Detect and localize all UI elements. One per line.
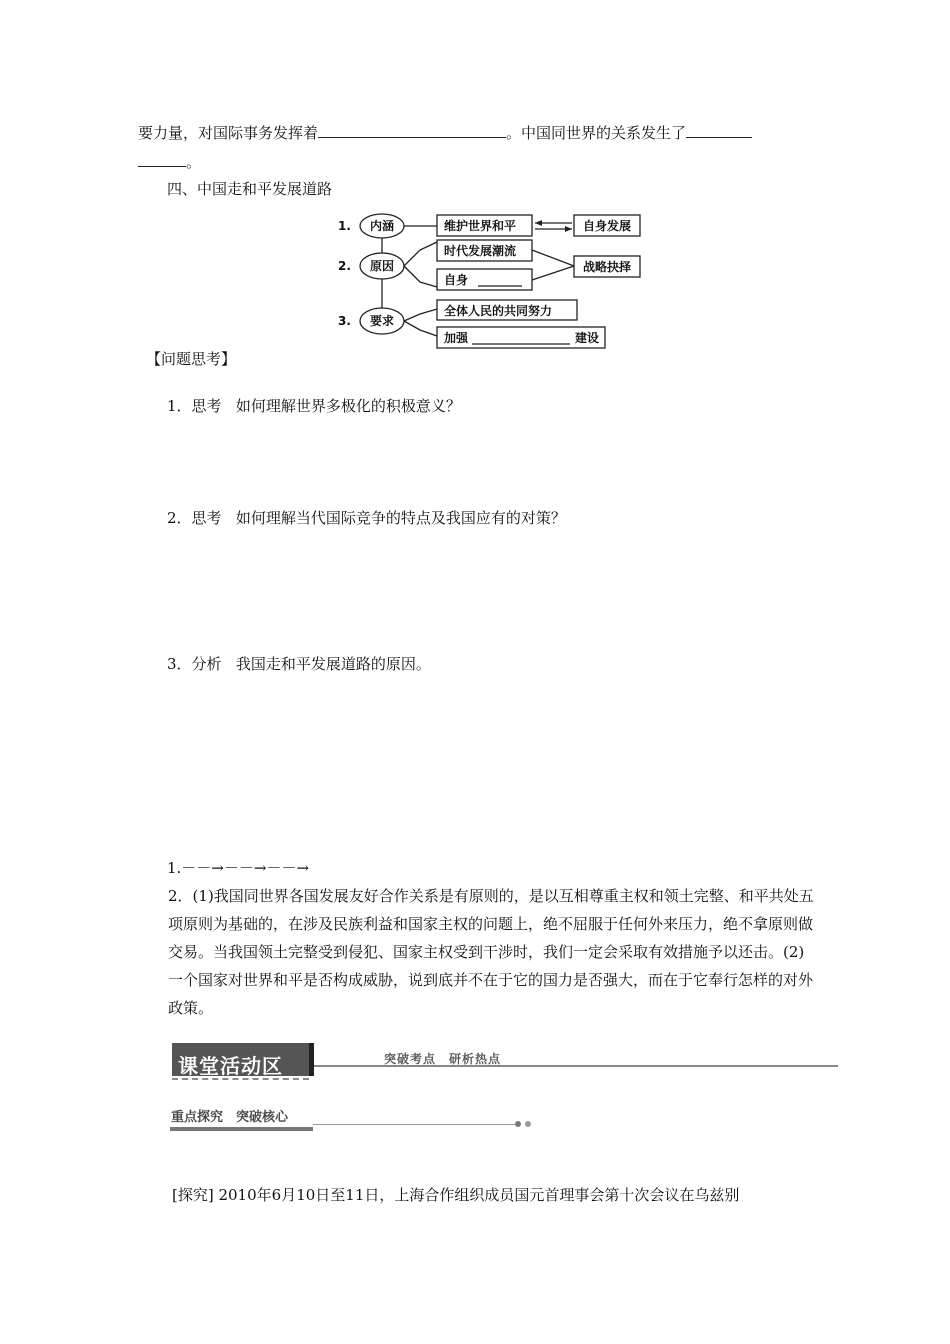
fill-text-b: 。中国同世界的关系发生了	[506, 124, 687, 142]
fill-line-2-end: 。	[186, 153, 202, 171]
blank-3[interactable]	[138, 150, 186, 167]
diagram-num-2: 2.	[338, 259, 351, 273]
q1-tag: 思考	[191, 397, 222, 415]
banner-subtitle: 突破考点 研析热点	[384, 1052, 502, 1066]
q1-text: 如何理解世界多极化的积极意义？	[235, 397, 461, 415]
fill-line-1	[138, 120, 752, 146]
answer-1: 1.－－→－－→－－→	[167, 859, 310, 877]
blank-1[interactable]	[318, 121, 506, 138]
blank-2[interactable]	[686, 121, 752, 138]
node-yaoqiu: 要求	[370, 314, 395, 328]
answer-2	[138, 882, 814, 1022]
fill-text-a: 要力量，对国际事务发挥着	[138, 124, 319, 142]
q3-text: 我国走和平发展道路的原因。	[235, 655, 431, 673]
section-heading: 四、中国走和平发展道路	[167, 180, 333, 198]
box-strategic-choice: 战略抉择	[583, 260, 632, 274]
question-3	[167, 651, 431, 677]
box-strengthen-b: 建设	[575, 331, 600, 345]
box-joint-effort: 全体人民的共同努力	[444, 304, 553, 318]
banner-bar-right	[309, 1043, 314, 1076]
peace-development-diagram	[330, 206, 650, 351]
question-1	[167, 393, 461, 419]
sub-heading-dot-1	[515, 1121, 521, 1127]
q3-tag: 分析	[191, 655, 222, 673]
banner-title: 课堂活动区	[178, 1054, 283, 1078]
answer-2-text: 2．(1)我国同世界各国发展友好合作关系是有原则的，是以互相尊重主权和领土完整、和平共处五项原则为基础的，在涉及民族利益和国家主权的问题上，绝不屈服于任何外来压力，绝不拿原则做交易。当我国领土完整受到侵犯、国家主权受到干涉时，我们一定会采取有效措施予以还击。(2)一个国家对世界和平是否构成威胁，说到底并不在于它的国力是否强大，而在于它奉行怎样的对外政策。	[168, 887, 814, 1017]
fill-line-2	[138, 149, 201, 175]
q1-num: 1．	[167, 397, 192, 415]
questions-heading: 【问题思考】	[146, 350, 237, 368]
box-self-development: 自身发展	[583, 219, 632, 233]
diagram-num-3: 3.	[338, 314, 351, 328]
q3-num: 3．	[167, 655, 192, 673]
q2-tag: 思考	[191, 509, 222, 527]
node-yuanyin: 原因	[370, 259, 395, 273]
q2-num: 2．	[167, 509, 192, 527]
sub-heading-dot-2	[525, 1121, 531, 1127]
explore-text: [探究] 2010年6月10日至11日，上海合作组织成员国元首理事会第十次会议在乌兹别	[172, 1186, 740, 1204]
box-maintain-peace: 维护世界和平	[444, 219, 517, 233]
node-neihan: 内涵	[370, 219, 395, 233]
box-trend: 时代发展潮流	[444, 244, 517, 258]
question-2	[167, 505, 566, 531]
box-strengthen-a: 加强	[444, 331, 469, 345]
sub-heading-bar	[170, 1127, 313, 1131]
q2-text: 如何理解当代国际竞争的特点及我国应有的对策？	[235, 509, 566, 527]
box-self: 自身	[444, 273, 469, 287]
sub-heading: 重点探究 突破核心	[171, 1110, 289, 1125]
diagram-num-1: 1.	[338, 219, 351, 233]
sub-heading-rule	[313, 1124, 515, 1125]
